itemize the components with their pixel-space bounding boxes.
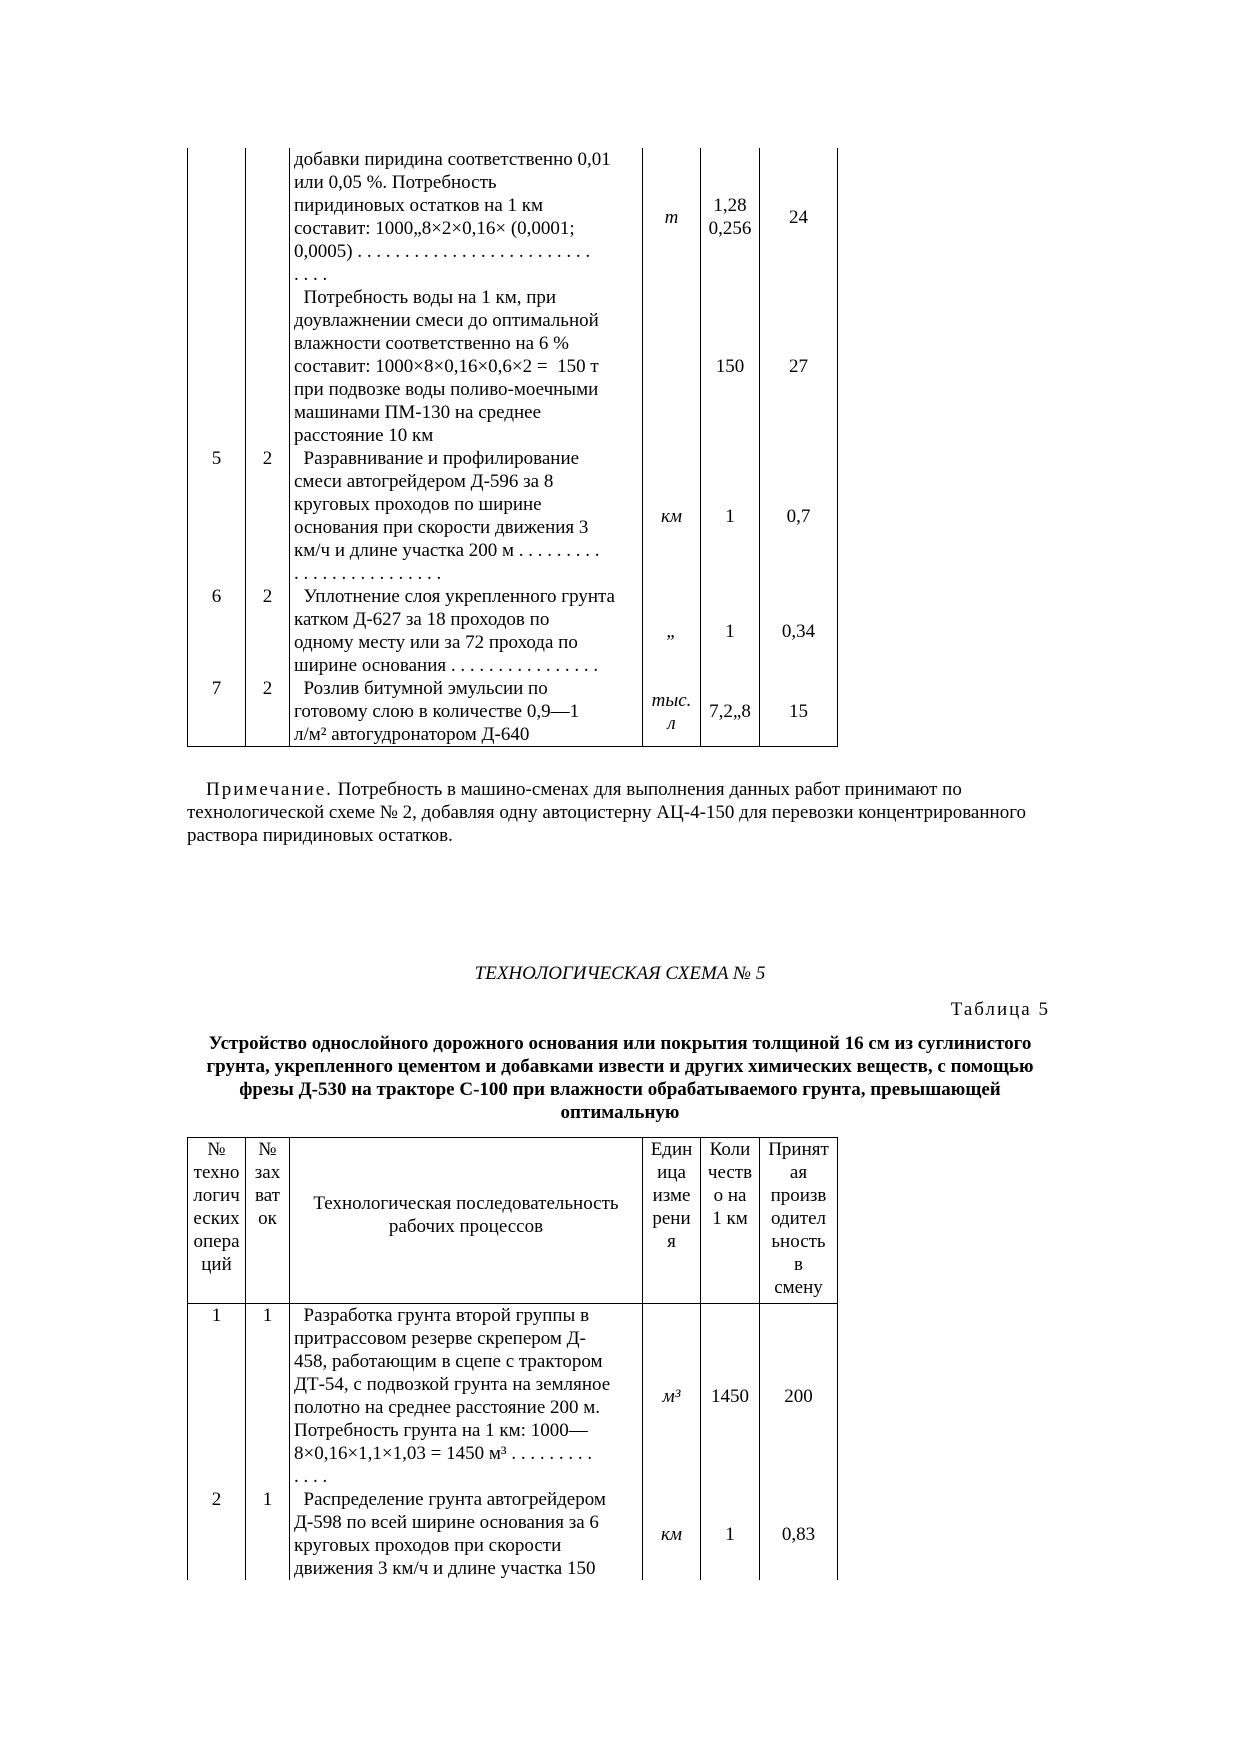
rate-cell: 0,34 <box>760 585 838 677</box>
table-row <box>188 1488 838 1580</box>
rate-cell: 27 <box>760 286 838 447</box>
process-text-line: готовому слою в количестве 0,9—1 <box>294 701 580 722</box>
process-text-line: составит: 1000×8×0,16×0,6×2 = 150 т <box>294 356 599 377</box>
process-text-line: круговых проходов по ширине <box>294 494 542 515</box>
unit-cell <box>643 286 701 447</box>
process-text-line: влажности соответственно на 6 % <box>294 333 569 354</box>
process-description-cell <box>290 447 643 585</box>
process-text-line: пиридиновых остатков на 1 км <box>294 195 544 216</box>
table-header-row <box>188 1138 838 1304</box>
process-text-line: км/ч и длине участка 200 м . . . . . . . . . <box>294 540 600 561</box>
process-text-line: Потребность грунта на 1 км: 1000— <box>294 1420 588 1441</box>
unit-cell: км <box>643 1488 701 1580</box>
quantity-cell: 1 <box>701 1488 760 1580</box>
process-text-line: одному месту или за 72 прохода по <box>294 632 578 653</box>
table-label: Таблица 5 <box>950 999 1050 1020</box>
process-text-line: полотно на среднее расстояние 200 м. <box>294 1397 601 1418</box>
op-number-cell: 2 <box>188 1488 246 1580</box>
header-rate: Принят ая произв одител ьность в смену <box>760 1138 838 1304</box>
quantity-cell: 7,2„8 <box>701 677 760 747</box>
process-text-line: 458, работающим в сцепе с трактором <box>294 1351 603 1372</box>
op-number-cell: 6 <box>188 585 246 677</box>
grip-number-cell <box>246 286 290 447</box>
process-description-cell <box>290 148 643 286</box>
note-label: Примечание. <box>206 779 333 800</box>
rate-cell: 200 <box>760 1304 838 1489</box>
scheme-title: ТЕХНОЛОГИЧЕСКАЯ СХЕМА № 5 <box>474 963 766 984</box>
process-text-line: движения 3 км/ч и длине участка 150 <box>294 1558 596 1579</box>
unit-cell: т <box>643 148 701 286</box>
op-number-cell <box>188 286 246 447</box>
upper-table <box>187 148 838 747</box>
process-text-line: . . . . <box>294 264 328 285</box>
unit-cell: км <box>643 447 701 585</box>
table-caption: Устройство однослойного дорожного основания или покрытия толщиной 16 см из суглинистого грунта, укрепленного цементом и добавками извести и других химических веществ, с помощью фрезы Д-530 на тракторе С-100 при влажности обрабатываемого грунта, превышающей оптимальную <box>206 1033 1034 1123</box>
lower-table <box>187 1137 838 1580</box>
process-text-line: Потребность воды на 1 км, при <box>294 287 557 308</box>
process-text-line: основания при скорости движения 3 <box>294 517 589 538</box>
table-row <box>188 447 838 585</box>
process-text-line: Распределение грунта автогрейдером <box>294 1489 606 1510</box>
process-text-line: Разработка грунта второй группы в <box>294 1305 590 1326</box>
rate-cell: 15 <box>760 677 838 747</box>
quantity-cell: 1 <box>701 447 760 585</box>
process-description-cell <box>290 585 643 677</box>
quantity-cell: 1450 <box>701 1304 760 1489</box>
table-row <box>188 286 838 447</box>
process-text-line: или 0,05 %. Потребность <box>294 172 497 193</box>
process-text-line: Д-598 по всей ширине основания за 6 <box>294 1512 599 1533</box>
table-row <box>188 677 838 747</box>
process-text-line: ширине основания . . . . . . . . . . . . . . . . <box>294 655 599 676</box>
header-quantity: Коли честв о на 1 км <box>701 1138 760 1304</box>
process-text-line: круговых проходов при скорости <box>294 1535 562 1556</box>
quantity-cell: 1 <box>701 585 760 677</box>
grip-number-cell: 2 <box>246 585 290 677</box>
unit-cell: м³ <box>643 1304 701 1489</box>
note-text: Потребность в машино-сменах для выполнения данных работ принимают по технологической схеме № 2, добавляя одну автоцистерну АЦ-4-150 для перевозки концентрированного раствора пиридиновых остатков. <box>187 779 1027 846</box>
op-number-cell: 5 <box>188 447 246 585</box>
process-description-cell <box>290 1488 643 1580</box>
rate-cell: 24 <box>760 148 838 286</box>
table-row <box>188 585 838 677</box>
process-text-line: машинами ПМ-130 на среднее <box>294 402 542 423</box>
rate-cell: 0,83 <box>760 1488 838 1580</box>
op-number-cell <box>188 148 246 286</box>
header-op-number: № техно логич еских опера ций <box>188 1138 246 1304</box>
op-number-cell: 1 <box>188 1304 246 1489</box>
header-grip-number: № зах ват ок <box>246 1138 290 1304</box>
process-text-line: добавки пиридина соответственно 0,01 <box>294 149 611 170</box>
header-process: Технологическая последовательность рабочих процессов <box>290 1138 643 1304</box>
table-row <box>188 148 838 286</box>
process-description-cell <box>290 1304 643 1489</box>
header-unit: Един ица изме рени я <box>643 1138 701 1304</box>
unit-cell: „ <box>643 585 701 677</box>
process-description-cell <box>290 677 643 747</box>
process-text-line: . . . . <box>294 1466 328 1487</box>
process-text-line: при подвозке воды поливо-моечными <box>294 379 599 400</box>
rate-cell: 0,7 <box>760 447 838 585</box>
process-text-line: притрассовом резерве скрепером Д- <box>294 1328 586 1349</box>
unit-cell: тыс. л <box>643 677 701 747</box>
process-text-line: Уплотнение слоя укрепленного грунта <box>294 586 615 607</box>
quantity-cell: 1,28 0,256 <box>701 148 760 286</box>
grip-number-cell <box>246 148 290 286</box>
note-paragraph <box>187 778 1047 847</box>
process-text-line: расстояние 10 км <box>294 425 434 446</box>
grip-number-cell: 2 <box>246 677 290 747</box>
grip-number-cell: 2 <box>246 447 290 585</box>
process-text-line: ДТ-54, с подвозкой грунта на земляное <box>294 1374 611 1395</box>
process-text-line: 0,0005) . . . . . . . . . . . . . . . . . . . . . . . . . <box>294 241 591 262</box>
table-row <box>188 1304 838 1489</box>
grip-number-cell: 1 <box>246 1488 290 1580</box>
process-text-line: . . . . . . . . . . . . . . . . <box>294 563 442 584</box>
process-text-line: доувлажнении смеси до оптимальной <box>294 310 599 331</box>
process-text-line: смеси автогрейдером Д-596 за 8 <box>294 471 554 492</box>
process-text-line: л/м² автогудронатором Д-640 <box>294 724 530 745</box>
grip-number-cell: 1 <box>246 1304 290 1489</box>
process-text-line: составит: 1000„8×2×0,16× (0,0001; <box>294 218 575 239</box>
quantity-cell: 150 <box>701 286 760 447</box>
process-text-line: катком Д-627 за 18 проходов по <box>294 609 550 630</box>
process-text-line: Розлив битумной эмульсии по <box>294 678 548 699</box>
process-description-cell <box>290 286 643 447</box>
process-text-line: 8×0,16×1,1×1,03 = 1450 м³ . . . . . . . . . <box>294 1443 593 1464</box>
process-text-line: Разравнивание и профилирование <box>294 448 580 469</box>
op-number-cell: 7 <box>188 677 246 747</box>
